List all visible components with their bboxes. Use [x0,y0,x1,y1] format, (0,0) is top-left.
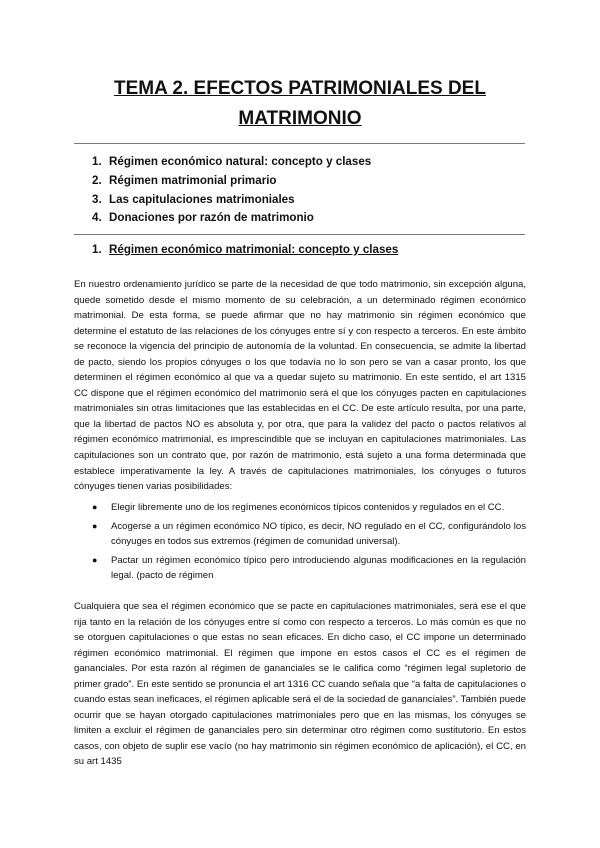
toc-item: 2. Régimen matrimonial primario [92,173,277,187]
bullet-item: ● Acogerse a un régimen económico NO típico, es decir, NO regulado en el CC, configurándolo los cónyuges en todos sus extremos (régimen de comunidad universal). [92,520,526,548]
bullet-icon: ● [92,554,98,565]
page-title [0,76,600,132]
divider-bottom [74,234,525,235]
toc-item: 1. Régimen económico natural: concepto y clases [92,155,372,168]
title-line-2: MATRIMONIO [238,108,362,129]
body-paragraph-2: Cualquiera que sea el régimen económico que se pacte en capitulaciones matrimoniales, será ese el que rija tanto en la relación de los cónyuges entre sí como con respecto a terceros. Lo más común es que no se otorguen capitulaciones o que estas no sean eficaces. En dicho caso, el CC impone un determinado régimen económico matrimonial. El régimen que impone en estos casos el CC es el régimen de gananciales. Por esta razón al régimen de gananciales se le califica como “régimen legal supletorio de primer grado”. En este sentido se pronuncia el art 1316 CC cuando señala que “a falta de capitulaciones o cuando estas sean ineficaces, el régimen aplicable será el de la sociedad de gananciales”. También puede ocurrir que se hayan otorgado capitulaciones matrimoniales pero que en las mismas, los cónyuges se limiten a excluir el régimen de gananciales pero sin determinar otro régimen como sustitutorio. En estos casos, con objeto de suplir ese vacío (no hay matrimonio sin régimen económico de aplicación), el CC, en su art 1435 [74,601,526,768]
body-paragraph-1: En nuestro ordenamiento jurídico se parte de la necesidad de que todo matrimonio, sin excepción alguna, quede sometido desde el mismo momento de su celebración, a un determinado régimen económico matrimonial. De esta forma, se puede afirmar que no hay matrimonio sin régimen económico que determine el estatuto de las relaciones de los cónyuges entre sí y con respecto a terceros. En este ámbito se reconoce la vigencia del principio de autonomía de la voluntad. En consecuencia, se admite la libertad de pacto, siendo los propios cónyuges o los que todavía no lo son pero se van a casar pronto, los que determinen el régimen económico al que va a quedar sujeto su matrimonio. En este sentido, el art 1315 CC dispone que el régimen económico del matrimonio será el que los cónyuges pacten en capitulaciones matrimoniales sin otras limitaciones que las establecidas en el CC. De este artículo resulta, por una parte, que la libertad de pactos NO es absoluta y, por otra, que para la validez del pacto o pactos relativos al régimen económico matrimonial, es imprescindible que se incluyan en capitulaciones matrimoniales. Las capitulaciones son un contrato que, por razón de matrimonio, está sujeto a una forma determinada que establece imperativamente la ley. A través de capitulaciones matrimoniales, los cónyuges o futuros cónyuges tienen varias posibilidades: [74,279,526,493]
title-line-1: TEMA 2. EFECTOS PATRIMONIALES DEL [114,78,486,99]
section-heading: 1. Régimen económico matrimonial: concepto y clases [92,243,399,256]
bullet-item: ● Elegir libremente uno de los regímenes económicos típicos contenidos y regulados en el CC. [92,500,526,516]
table-of-contents [92,153,371,228]
bullet-icon: ● [92,520,98,531]
bullet-list [92,500,526,584]
toc-item: 3. Las capitulaciones matrimoniales [92,192,295,206]
toc-item: 4. Donaciones por razón de matrimonio [92,211,314,225]
bullet-icon: ● [92,502,98,512]
divider-top [74,143,525,144]
bullet-item: ● Pactar un régimen económico típico pero introduciendo algunas modificaciones en la regulación legal. (pacto de régimen [92,554,526,582]
